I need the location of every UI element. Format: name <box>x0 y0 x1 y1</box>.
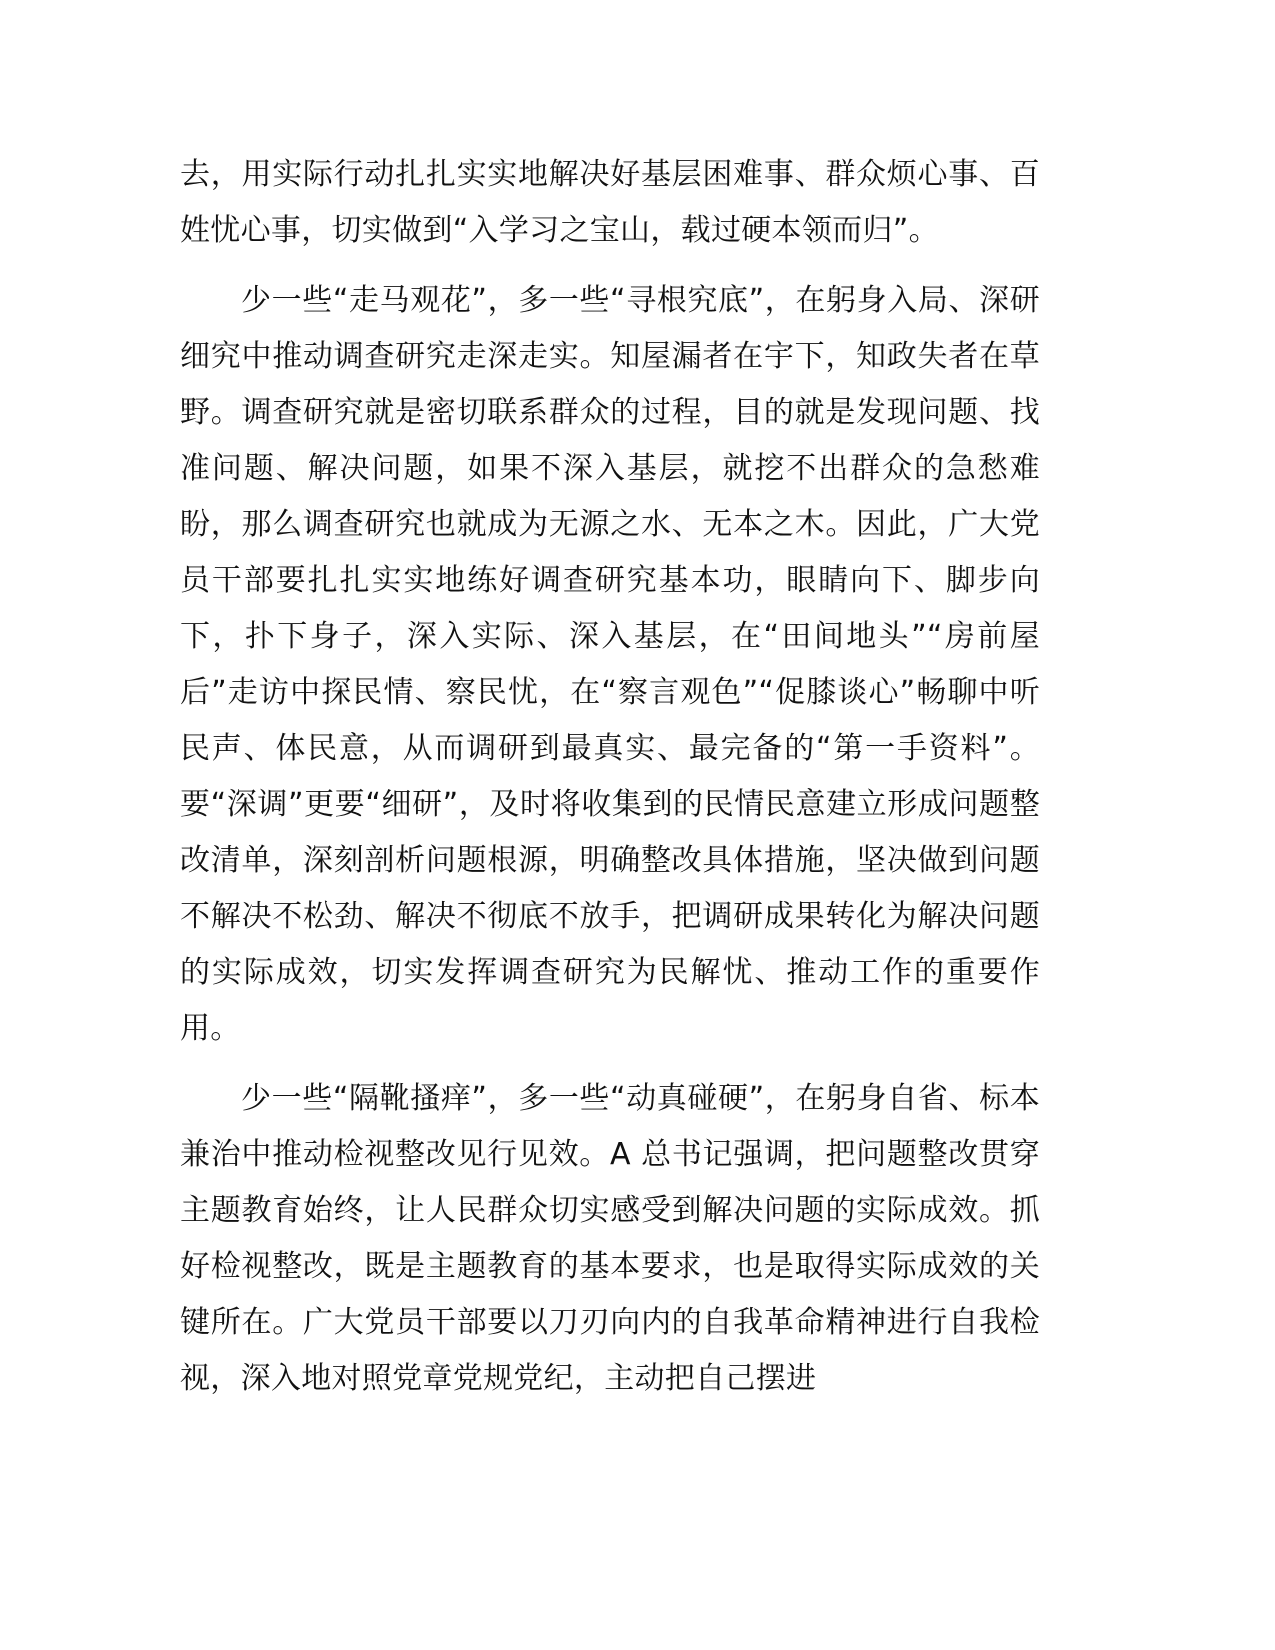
document-body <box>180 147 1040 1407</box>
paragraph-continuation: 去，用实际行动扎扎实实地解决好基层困难事、群众烦心事、百姓忧心事，切实做到“入学习之宝山，载过硬本领而归”。 <box>180 157 1040 248</box>
paragraph-field-research: 少一些“走马观花”，多一些“寻根究底”，在躬身入局、深研细究中推动调查研究走深走实。知屋漏者在宇下，知政失者在草野。调查研究就是密切联系群众的过程，目的就是发现问题、找准问题、解决问题，如果不深入基层，就挖不出群众的急愁难盼，那么调查研究也就成为无源之水、无本之木。因此，广大党员干部要扎扎实实地练好调查研究基本功，眼睛向下、脚步向下，扑下身子，深入实际、深入基层，在“田间地头”“房前屋后”走访中探民情、察民忧，在“察言观色”“促膝谈心”畅聊中听民声、体民意，从而调研到最真实、最完备的“第一手资料”。要“深调”更要“细研”，及时将收集到的民情民意建立形成问题整改清单，深刻剖析问题根源，明确整改具体措施，坚决做到问题不解决不松劲、解决不彻底不放手，把调研成果转化为解决问题的实际成效，切实发挥调查研究为民解忧、推动工作的重要作用。 <box>180 283 1040 1046</box>
paragraph-self-inspection: 少一些“隔靴搔痒”，多一些“动真碰硬”，在躬身自省、标本兼治中推动检视整改见行见效。A 总书记强调，把问题整改贯穿主题教育始终，让人民群众切实感受到解决问题的实际成效。抓好检视整改，既是主题教育的基本要求，也是取得实际成效的关键所在。广大党员干部要以刀刃向内的自我革命精神进行自我检视，深入地对照党章党规党纪，主动把自己摆进 <box>180 1081 1040 1396</box>
